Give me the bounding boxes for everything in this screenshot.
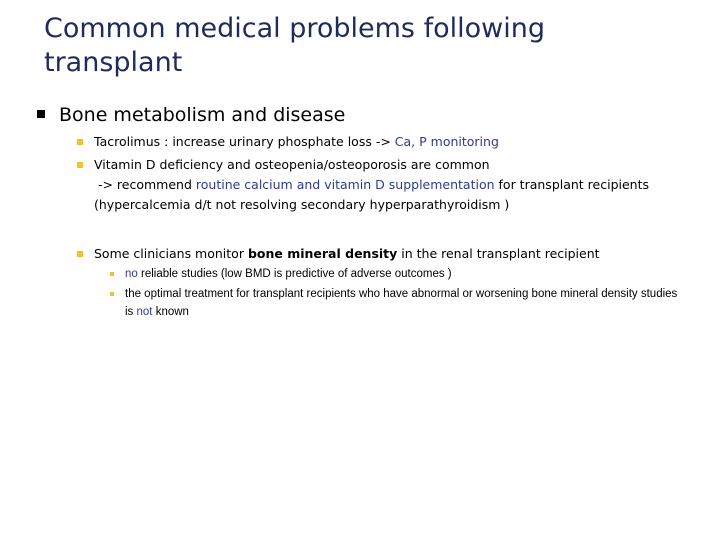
text-segment: -> recommend <box>94 177 196 192</box>
highlight-text: routine calcium and vitamin D supplementation <box>195 177 495 192</box>
text-segment: for transplant recipients <box>494 177 650 192</box>
text-line: Vitamin D deficiency and osteopenia/osteoporosis are common <box>94 157 490 172</box>
text-segment: known <box>152 306 189 318</box>
bullet-heading: Bone metabolism and disease <box>59 104 346 126</box>
text-segment: Some clinicians monitor <box>94 246 248 261</box>
text-segment: in the renal transplant recipient <box>397 246 600 261</box>
highlight-text: not <box>136 306 153 318</box>
bullet-text <box>94 155 694 215</box>
text-segment: Tacrolimus : increase urinary phosphate loss -> <box>94 134 395 149</box>
square-bullet-icon <box>77 139 83 145</box>
square-bullet-icon <box>110 292 114 296</box>
square-bullet-icon <box>110 272 114 276</box>
square-bullet-icon <box>77 251 83 257</box>
bullet-text <box>94 132 694 152</box>
highlight-text: no <box>125 268 138 280</box>
sub-bullet-text <box>125 265 680 283</box>
text-segment: reliable studies (low BMD is predictive of adverse outcomes ) <box>137 268 452 280</box>
sub-bullet-text <box>125 285 680 321</box>
slide-title: Common medical problems following transplant <box>44 13 545 78</box>
bullet-bone-metabolism <box>37 103 697 127</box>
bold-text: bone mineral density <box>247 246 398 261</box>
bullet-text <box>94 244 694 264</box>
square-bullet-icon <box>77 162 83 168</box>
highlight-text: Ca, P monitoring <box>394 134 499 149</box>
text-line <box>94 175 694 195</box>
square-bullet-icon <box>37 110 45 118</box>
text-segment: the optimal treatment for transplant recipients who have abnormal or worsening bone mineral density studies is <box>125 288 678 318</box>
text-line: (hypercalcemia d/t not resolving secondary hyperparathyroidism ) <box>94 197 510 212</box>
